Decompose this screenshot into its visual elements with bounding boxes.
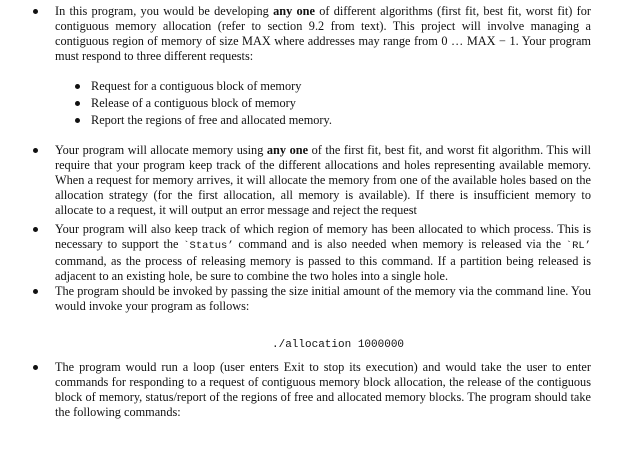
- bullet-item-intro: In this program, you would be developing any one of different algorithms (first fit, best fit, worst fit) for contiguous memory allocation (refer to section 9.2 from text). This project will involve managing a contiguous region of memory of size MAX where addresses may range from 0 … MAX − 1. Your program must respond to three different requests:: [55, 4, 591, 64]
- bullet-icon: [33, 9, 38, 14]
- bullet-icon: [75, 101, 80, 106]
- bullet-icon: [33, 289, 38, 294]
- bullet-item-algorithm: Your program will allocate memory using any one of the first fit, best fit, and worst fit algorithm. This will require that your program keep track of the different allocations and holes representing available memory. When a request for memory arrives, it will allocate the memory from one of the available holes based on the allocation strategy (for the first allocation, all memory is available). If there is insufficient memory to allocate to a request, it will output an error message and reject the request: [55, 143, 591, 218]
- bullet-icon: [75, 118, 80, 123]
- bullet-icon: [75, 84, 80, 89]
- bullet-icon: [33, 227, 38, 232]
- command-example: ./allocation 1000000: [272, 339, 405, 351]
- bullet-item-loop: The program would run a loop (user enters Exit to stop its execution) and would take the user to enter commands for responding to a request of contiguous memory block allocation, the release of the contiguous block of memory, status/report of the regions of free and allocated memory blocks. The program should take the following commands:: [55, 360, 591, 420]
- sub-bullet-report: Report the regions of free and allocated memory.: [91, 113, 571, 128]
- sub-bullet-request: Request for a contiguous block of memory: [91, 79, 571, 94]
- bullet-item-invocation: The program should be invoked by passing the size initial amount of the memory via the command line. You would invoke your program as follows:: [55, 284, 591, 314]
- sub-bullet-release: Release of a contiguous block of memory: [91, 96, 571, 111]
- bullet-icon: [33, 365, 38, 370]
- bullet-icon: [33, 148, 38, 153]
- bullet-item-tracking: Your program will also keep track of which region of memory has been allocated to which process. This is necessary to support the `Status’ command and is also needed when memory is released via the `RL’ command, as the process of releasing memory is passed to this command. If a partition being released is adjacent to an existing hole, be sure to combine the two holes into a single hole.: [55, 222, 591, 284]
